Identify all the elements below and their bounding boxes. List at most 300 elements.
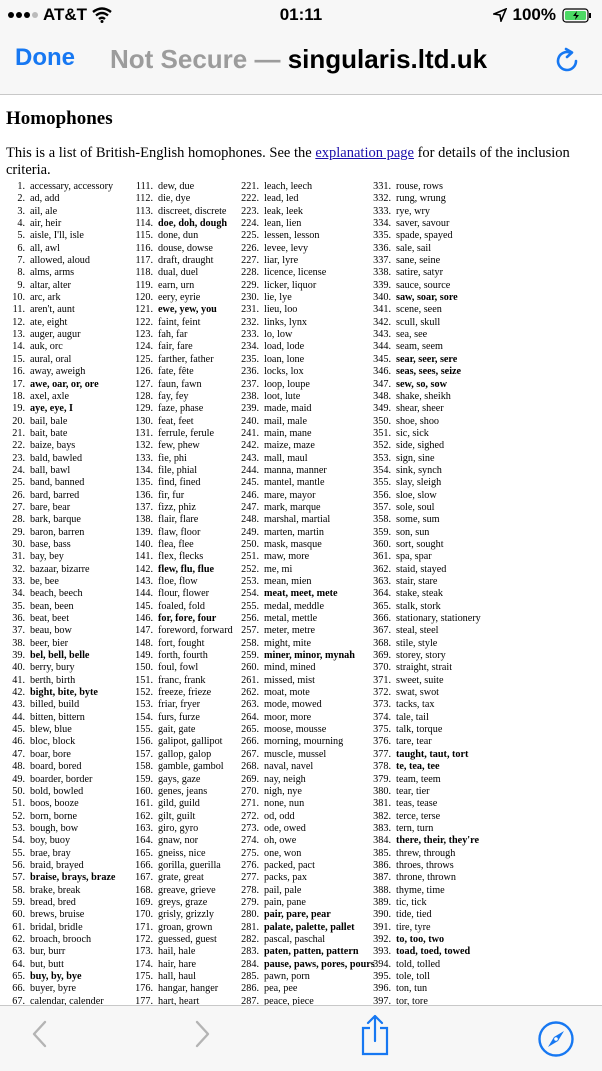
entry-number: 280.	[241, 909, 259, 921]
homophone-entry	[125, 453, 233, 465]
entry-words: spade, spayed	[396, 230, 453, 242]
entry-number: 53.	[12, 822, 25, 834]
entry-number: 32.	[12, 563, 25, 575]
entry-number: 146.	[135, 613, 153, 625]
address-bar[interactable]	[110, 44, 525, 75]
entry-words: licence, license	[264, 267, 327, 279]
homophone-entry	[232, 206, 375, 218]
share-icon[interactable]	[359, 1014, 391, 1056]
homophone-entry	[363, 675, 481, 687]
entry-words: shake, sheikh	[396, 390, 451, 402]
entry-number: 17.	[12, 378, 25, 390]
entry-number: 123.	[135, 329, 153, 341]
entry-number: 233.	[241, 329, 259, 341]
homophone-entry	[0, 304, 115, 316]
homophone-entry	[0, 934, 115, 946]
entry-number: 127.	[135, 378, 153, 390]
entry-number: 239.	[241, 403, 259, 415]
entry-words: lie, lye	[264, 292, 292, 304]
homophone-entry	[125, 428, 233, 440]
entry-words: bitten, bittern	[30, 711, 85, 723]
entry-number: 170.	[135, 909, 153, 921]
entry-words: oh, owe	[264, 835, 297, 847]
entry-number: 238.	[241, 390, 259, 402]
entry-number: 266.	[241, 736, 259, 748]
entry-words: peace, piece	[264, 995, 314, 1005]
entry-number: 58.	[12, 884, 25, 896]
entry-words: terce, terse	[396, 810, 441, 822]
entry-number: 252.	[241, 563, 259, 575]
homophone-entry	[0, 699, 115, 711]
entry-words: doe, doh, dough	[158, 218, 228, 230]
homophone-entry	[0, 428, 115, 440]
entry-words: gamble, gambol	[158, 761, 224, 773]
entry-words: brews, bruise	[30, 909, 85, 921]
homophone-entry	[125, 638, 233, 650]
homophone-entry	[232, 872, 375, 884]
homophone-entry	[232, 440, 375, 452]
entry-words: awe, oar, or, ore	[30, 378, 99, 390]
homophone-entry	[363, 625, 481, 637]
homophone-entry	[363, 255, 481, 267]
entry-number: 397.	[373, 995, 391, 1005]
entry-number: 5.	[17, 230, 25, 242]
homophone-entry	[363, 230, 481, 242]
entry-words: draft, draught	[158, 255, 214, 267]
entry-words: find, fined	[158, 477, 201, 489]
homophone-entry	[0, 255, 115, 267]
entry-number: 392.	[373, 933, 391, 945]
entry-number: 163.	[135, 822, 153, 834]
entry-words: throes, throws	[396, 859, 454, 871]
homophone-entry	[0, 872, 115, 884]
entry-words: fie, phi	[158, 452, 187, 464]
homophone-entry	[125, 601, 233, 613]
entry-number: 374.	[373, 711, 391, 723]
entry-number: 352.	[373, 440, 391, 452]
entry-words: gild, guild	[158, 798, 200, 810]
entry-number: 158.	[135, 761, 153, 773]
entry-words: done, dun	[158, 230, 199, 242]
homophone-entry	[125, 391, 233, 403]
entry-words: fizz, phiz	[158, 501, 196, 513]
homophone-entry	[0, 848, 115, 860]
homophone-entry	[232, 601, 375, 613]
homophone-entry	[232, 416, 375, 428]
homophone-entry	[363, 502, 481, 514]
homophone-entry	[125, 354, 233, 366]
entry-number: 269.	[241, 773, 259, 785]
entry-words: bread, bred	[30, 896, 76, 908]
entry-words: bough, bow	[30, 822, 79, 834]
entry-words: licker, liquor	[264, 279, 317, 291]
homophone-entry	[363, 983, 481, 995]
entry-number: 393.	[373, 946, 391, 958]
homophone-entry	[363, 909, 481, 921]
entry-number: 362.	[373, 563, 391, 575]
entry-number: 162.	[135, 810, 153, 822]
homophone-entry	[0, 230, 115, 242]
entry-words: foreword, forward	[158, 625, 233, 637]
entry-number: 366.	[373, 613, 391, 625]
entry-words: for, fore, four	[158, 613, 217, 625]
homophone-entry	[232, 576, 375, 588]
entry-words: tacks, tax	[396, 699, 435, 711]
entry-words: palate, palette, pallet	[264, 921, 355, 933]
entry-number: 42.	[12, 687, 25, 699]
homophone-entry	[363, 823, 481, 835]
entry-words: beat, beet	[30, 613, 70, 625]
entry-words: galipot, gallipot	[158, 736, 223, 748]
entry-words: allowed, aloud	[30, 255, 90, 267]
homophone-entry	[232, 428, 375, 440]
entry-words: boarder, border	[30, 773, 93, 785]
homophone-entry	[363, 934, 481, 946]
entry-words: ball, bawl	[30, 464, 71, 476]
entry-words: spa, spar	[396, 551, 432, 563]
entry-words: foul, fowl	[158, 662, 199, 674]
entry-number: 153.	[135, 699, 153, 711]
entry-words: bail, bale	[30, 415, 68, 427]
entry-words: paten, patten, pattern	[264, 946, 359, 958]
entry-number: 57.	[12, 872, 25, 884]
homophone-entry	[125, 243, 233, 255]
entry-number: 373.	[373, 699, 391, 711]
entry-words: ferrule, ferule	[158, 427, 214, 439]
homophone-entry	[232, 502, 375, 514]
safari-compass-icon[interactable]	[537, 1020, 575, 1058]
entry-words: sea, see	[396, 329, 428, 341]
entry-number: 331.	[373, 181, 391, 192]
entry-words: ate, eight	[30, 316, 68, 328]
entry-words: accessary, accessory	[30, 181, 114, 192]
entry-words: miner, minor, mynah	[264, 650, 355, 662]
homophone-entry	[0, 181, 115, 193]
entry-words: talk, torque	[396, 724, 443, 736]
entry-words: fort, fought	[158, 637, 205, 649]
entry-words: od, odd	[264, 810, 295, 822]
entry-words: all, awl	[30, 242, 60, 254]
entry-words: stationary, stationery	[396, 613, 481, 625]
entry-number: 171.	[135, 921, 153, 933]
entry-number: 21.	[12, 427, 25, 439]
entry-words: bay, bey	[30, 551, 64, 563]
entry-words: hall, haul	[158, 971, 196, 982]
homophone-column-2	[125, 181, 233, 1005]
entry-number: 55.	[12, 847, 25, 859]
entry-number: 27.	[12, 501, 25, 513]
entry-number: 135.	[135, 477, 153, 489]
entry-words: bare, bear	[30, 501, 71, 513]
homophone-entry	[363, 403, 481, 415]
entry-number: 372.	[373, 687, 391, 699]
entry-words: arc, ark	[30, 292, 61, 304]
entry-words: file, phial	[158, 464, 198, 476]
homophone-entry	[0, 267, 115, 279]
entry-words: sear, seer, sere	[396, 353, 458, 365]
reload-icon[interactable]	[552, 46, 582, 76]
homophone-entry	[232, 922, 375, 934]
homophone-entry	[125, 712, 233, 724]
entry-words: giro, gyro	[158, 822, 199, 834]
homophone-entry	[0, 588, 115, 600]
homophone-entry	[232, 848, 375, 860]
homophone-entry	[363, 181, 481, 193]
homophone-entry	[363, 699, 481, 711]
entry-number: 367.	[373, 625, 391, 637]
homophone-entry	[0, 379, 115, 391]
entry-words: floe, flow	[158, 576, 198, 587]
entry-number: 370.	[373, 662, 391, 674]
entry-words: beau, bow	[30, 625, 72, 637]
homophone-entry	[0, 354, 115, 366]
homophone-entry	[363, 341, 481, 353]
entry-number: 44.	[12, 711, 25, 723]
entry-words: dew, due	[158, 181, 195, 192]
homophone-entry	[232, 490, 375, 502]
entry-number: 174.	[135, 958, 153, 970]
homophone-entry	[232, 564, 375, 576]
entry-number: 122.	[135, 316, 153, 328]
homophone-entry	[363, 465, 481, 477]
entry-words: gneiss, nice	[158, 847, 206, 859]
entry-words: faun, fawn	[158, 378, 202, 390]
entry-number: 242.	[241, 440, 259, 452]
entry-words: furs, furze	[158, 711, 200, 723]
homophone-entry	[125, 366, 233, 378]
entry-words: beer, bier	[30, 637, 69, 649]
entry-number: 281.	[241, 921, 259, 933]
entry-number: 19.	[12, 403, 25, 415]
entry-number: 22.	[12, 440, 25, 452]
homophone-entry	[232, 823, 375, 835]
done-button[interactable]: Done	[15, 44, 75, 71]
homophone-entry	[363, 872, 481, 884]
entry-words: fah, far	[158, 329, 188, 341]
entry-number: 283.	[241, 946, 259, 958]
entry-number: 30.	[12, 538, 25, 550]
homophone-entry	[125, 317, 233, 329]
entry-words: dual, duel	[158, 267, 199, 279]
entry-number: 277.	[241, 872, 259, 884]
entry-words: ewe, yew, you	[158, 304, 217, 316]
entry-words: boos, booze	[30, 798, 79, 810]
homophone-entry	[0, 502, 115, 514]
entry-words: fir, fur	[158, 489, 185, 501]
entry-number: 250.	[241, 538, 259, 550]
entry-words: aisle, I'll, isle	[30, 230, 84, 242]
homophone-entry	[363, 428, 481, 440]
entry-number: 165.	[135, 847, 153, 859]
entry-words: fair, fare	[158, 341, 193, 353]
entry-number: 353.	[373, 452, 391, 464]
entry-number: 260.	[241, 662, 259, 674]
entry-words: fay, fey	[158, 390, 189, 402]
homophone-entry	[125, 811, 233, 823]
entry-number: 229.	[241, 279, 259, 291]
entry-words: packs, pax	[264, 872, 307, 884]
homophone-entry	[232, 885, 375, 897]
entry-words: sign, sine	[396, 452, 435, 464]
homophone-entry	[125, 255, 233, 267]
entry-words: saver, savour	[396, 218, 450, 230]
homophone-entry	[363, 514, 481, 526]
homophone-entry	[125, 909, 233, 921]
homophone-entry	[232, 267, 375, 279]
entry-number: 48.	[12, 761, 25, 773]
clock: 01:11	[279, 5, 323, 24]
homophone-entry	[363, 218, 481, 230]
homophone-entry	[363, 860, 481, 872]
entry-words: pawn, porn	[264, 971, 310, 982]
homophone-entry	[232, 811, 375, 823]
entry-number: 390.	[373, 909, 391, 921]
entry-words: tern, turn	[396, 822, 434, 834]
entry-words: tic, tick	[396, 896, 427, 908]
homophone-entry	[363, 564, 481, 576]
entry-words: few, phew	[158, 440, 200, 452]
entry-number: 263.	[241, 699, 259, 711]
homophone-entry	[232, 774, 375, 786]
entry-number: 65.	[12, 971, 25, 982]
entry-number: 145.	[135, 600, 153, 612]
entry-words: flaw, floor	[158, 526, 201, 538]
back-icon[interactable]	[28, 1018, 52, 1050]
entry-number: 334.	[373, 218, 391, 230]
entry-words: baize, bays	[30, 440, 76, 452]
homophone-entry	[125, 860, 233, 872]
homophone-entry	[363, 490, 481, 502]
entry-number: 54.	[12, 835, 25, 847]
homophone-entry	[232, 613, 375, 625]
entry-number: 385.	[373, 847, 391, 859]
entry-words: none, nun	[264, 798, 305, 810]
homophone-entry	[0, 860, 115, 872]
entry-words: liar, lyre	[264, 255, 299, 267]
entry-number: 339.	[373, 279, 391, 291]
homophone-entry	[125, 403, 233, 415]
entry-number: 287.	[241, 995, 259, 1005]
homophone-entry	[232, 181, 375, 193]
entry-words: band, banned	[30, 477, 85, 489]
entry-words: seam, seem	[396, 341, 443, 353]
entry-words: stile, style	[396, 637, 438, 649]
homophone-entry	[232, 909, 375, 921]
homophone-entry	[232, 971, 375, 983]
homophone-entry	[232, 514, 375, 526]
entry-words: told, tolled	[396, 958, 441, 970]
homophone-entry	[0, 527, 115, 539]
homophone-entry	[232, 218, 375, 230]
entry-words: te, tea, tee	[396, 761, 440, 773]
homophone-column-1	[0, 181, 115, 1005]
entry-number: 66.	[12, 983, 25, 995]
entry-number: 394.	[373, 958, 391, 970]
entry-number: 227.	[241, 255, 259, 267]
homophone-entry	[125, 576, 233, 588]
entry-number: 272.	[241, 810, 259, 822]
entry-number: 222.	[241, 193, 259, 205]
entry-number: 378.	[373, 761, 391, 773]
entry-words: moat, mote	[264, 687, 310, 699]
entry-number: 132.	[135, 440, 153, 452]
homophone-entry	[232, 329, 375, 341]
homophone-entry	[125, 983, 233, 995]
entry-number: 361.	[373, 551, 391, 563]
homophone-entry	[0, 983, 115, 995]
entry-words: berry, bury	[30, 662, 75, 674]
homophone-entry	[125, 564, 233, 576]
entry-number: 116.	[135, 242, 153, 254]
entry-words: flew, flu, flue	[158, 563, 215, 575]
homophone-entry	[363, 477, 481, 489]
homophone-entry	[0, 366, 115, 378]
homophone-entry	[232, 897, 375, 909]
homophone-entry	[232, 638, 375, 650]
entry-words: pair, pare, pear	[264, 909, 331, 921]
status-bar	[0, 0, 602, 30]
entry-number: 173.	[135, 946, 153, 958]
homophone-entry	[363, 267, 481, 279]
entry-words: mall, maul	[264, 452, 308, 464]
homophone-entry	[125, 292, 233, 304]
homophone-entry	[232, 625, 375, 637]
entry-number: 26.	[12, 489, 25, 501]
entry-number: 129.	[135, 403, 153, 415]
homophone-entry	[0, 835, 115, 847]
browser-nav-bar	[0, 30, 602, 95]
homophone-entry	[363, 416, 481, 428]
forward-icon[interactable]	[190, 1018, 214, 1050]
entry-words: but, butt	[30, 958, 64, 970]
entry-number: 121.	[135, 304, 153, 316]
entry-words: packed, pact	[264, 859, 315, 871]
battery-icon	[562, 8, 592, 23]
entry-number: 177.	[135, 995, 153, 1005]
homophone-entry	[232, 391, 375, 403]
homophone-entry	[363, 736, 481, 748]
homophone-entry	[0, 675, 115, 687]
entry-number: 286.	[241, 983, 259, 995]
entry-words: foaled, fold	[158, 600, 205, 612]
homophone-entry	[363, 959, 481, 971]
entry-number: 346.	[373, 366, 391, 378]
entry-number: 138.	[135, 514, 153, 526]
homophone-entry	[0, 564, 115, 576]
entry-number: 142.	[135, 563, 153, 575]
entry-number: 249.	[241, 526, 259, 538]
homophone-entry	[363, 304, 481, 316]
entry-number: 223.	[241, 205, 259, 217]
entry-words: stalk, stork	[396, 600, 441, 612]
entry-number: 56.	[12, 859, 25, 871]
homophone-entry	[363, 576, 481, 588]
explanation-link[interactable]: explanation page	[315, 145, 414, 161]
entry-words: levee, levy	[264, 242, 309, 254]
entry-words: faint, feint	[158, 316, 201, 328]
entry-number: 241.	[241, 427, 259, 439]
entry-words: teas, tease	[396, 798, 438, 810]
entry-words: bight, bite, byte	[30, 687, 98, 699]
entry-number: 50.	[12, 785, 25, 797]
homophone-entry	[363, 527, 481, 539]
homophone-entry	[125, 230, 233, 242]
homophone-entry	[0, 453, 115, 465]
homophone-entry	[232, 724, 375, 736]
entry-words: mantel, mantle	[264, 477, 325, 489]
homophone-entry	[0, 514, 115, 526]
entry-words: bold, bowled	[30, 785, 84, 797]
